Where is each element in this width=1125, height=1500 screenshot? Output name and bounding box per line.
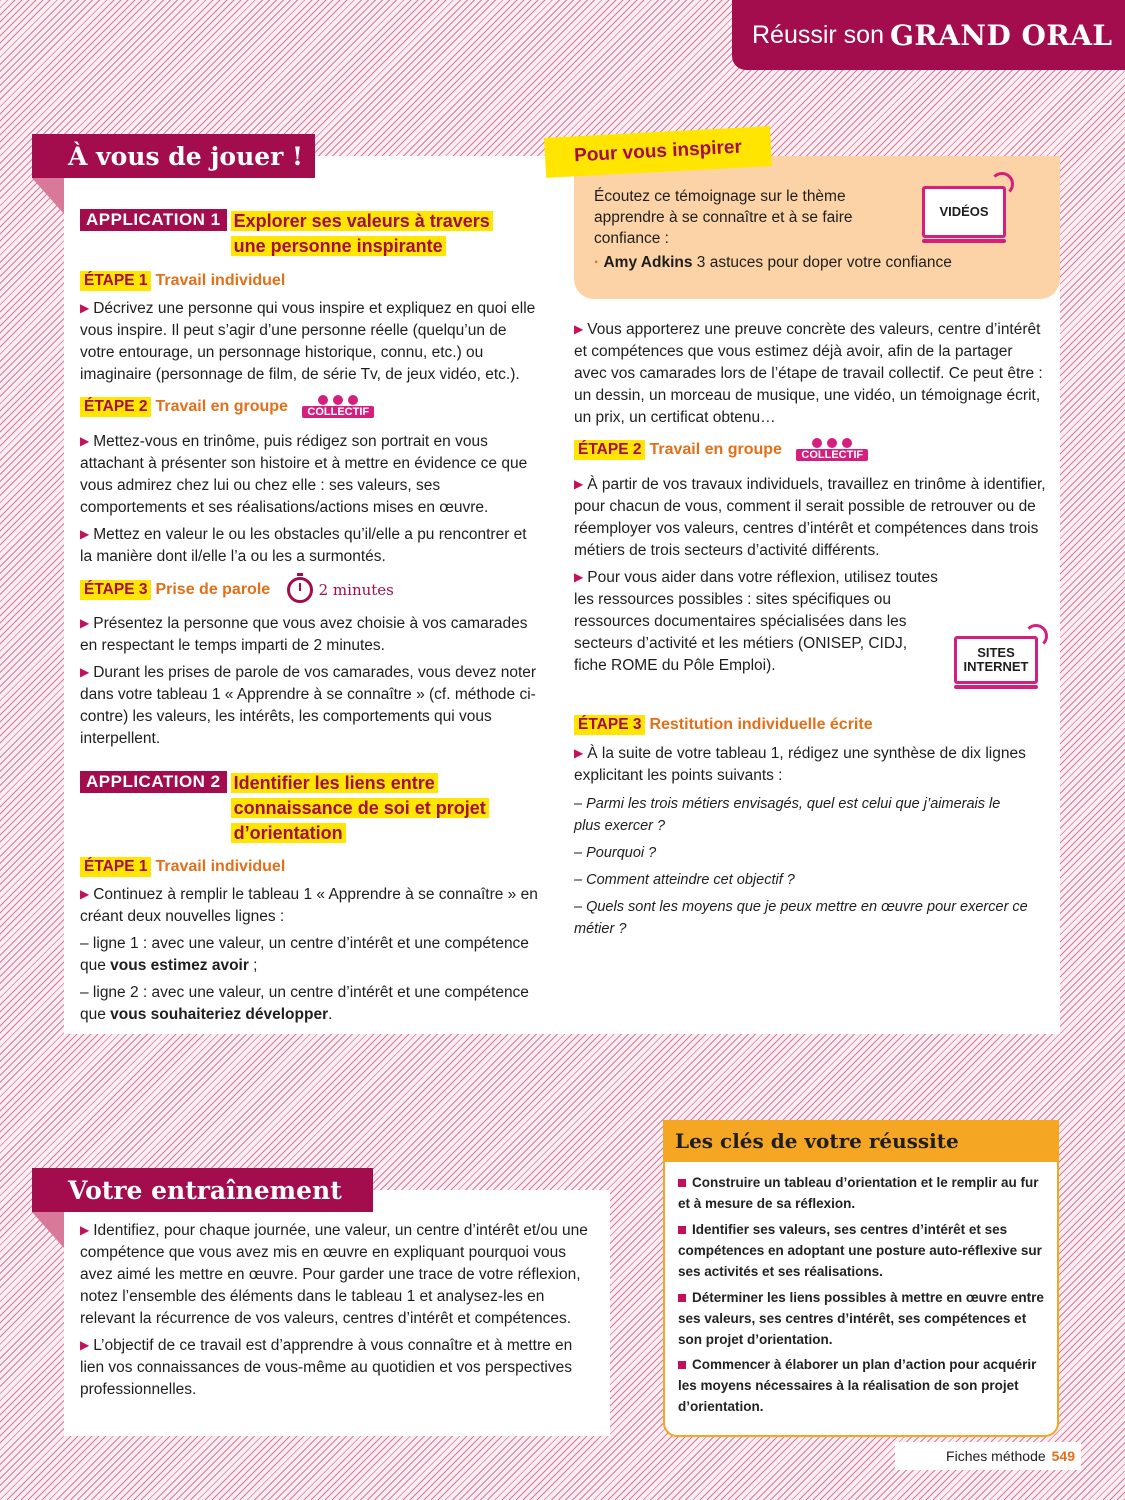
app1-etape2-heading — [80, 395, 374, 418]
app1-etape1-text: ▶ Décrivez une personne qui vous inspire et expliquez en quoi elle vous inspire. Il peut s’agir d’une personne réelle (quelqu’un de votre entourage, un personnage historique, connu, etc.) ou imaginaire (personnage de film, de série Tv, de jeux vidéo, etc.). — [80, 298, 542, 386]
timer-icon — [287, 577, 394, 603]
inspire-item[interactable]: · Amy Adkins 3 astuces pour doper votre confiance — [594, 254, 952, 271]
section-title-training: Votre entraînement — [32, 1168, 373, 1212]
bullet-arrow-icon: ▶ — [574, 570, 584, 584]
header-title: GRAND ORAL — [890, 18, 1113, 52]
square-bullet-icon — [678, 1179, 686, 1187]
square-bullet-icon — [678, 1294, 686, 1302]
etape-label: ÉTAPE 2 — [574, 440, 645, 460]
page-footer — [895, 1442, 1081, 1470]
app2-etape1-text: ▶ Continuez à remplir le tableau 1 « Apprendre à se connaître » en créant deux nouvelles lignes : – ligne 1 : avec une valeur, un centre d’intérêt et une compétence que vous estimez avoir ; – ligne 2 : avec une valeur, un centre d’intérêt et une compétence que vous souhaiteriez développer. — [80, 884, 542, 1026]
key-item: Déterminer les liens possibles à mettre en œuvre entre ses valeurs, ses centres d’intérêt, ses compétences et son projet d’orientation. — [678, 1290, 1044, 1347]
right-etape3-heading — [574, 715, 873, 735]
key-item: Commencer à élaborer un plan d’action pour acquérir les moyens nécessaires à la réalisation de son projet d’orientation. — [678, 1357, 1037, 1414]
etape-title: Travail individuel — [155, 272, 286, 289]
keys-title: Les clés de votre réussite — [663, 1120, 1059, 1162]
etape-label: ÉTAPE 3 — [574, 715, 645, 735]
key-item: Identifier ses valeurs, ses centres d’intérêt et ses compétences en adoptant une posture auto-réflexive sur ses activités et ses réalisations. — [678, 1222, 1042, 1279]
bullet-arrow-icon: ▶ — [80, 1223, 90, 1237]
training-text: ▶ Identifiez, pour chaque journée, une valeur, un centre d’intérêt et/ou une compétence que vous avez mis en œuvre en expliquant pourquoi vous avez aimé les mettre en œuvre. Pour garder une trace de votre réflexion, notez l’ensemble des éléments dans le tableau 1 et analysez-les en relevant la récurrence de vos valeurs, centres d’intérêt et compétences. ▶ L’objectif de ce travail est d’apprendre à vous connaître et à mettre en lien vos connaissances de vous-même au quotidien et vos perspectives professionnelles. — [80, 1220, 600, 1401]
etape-label: ÉTAPE 2 — [80, 397, 151, 417]
app1-title-line2: une personne inspirante — [231, 236, 446, 256]
etape-title: Prise de parole — [155, 581, 271, 599]
app2-title-line1: Identifier les liens entre — [231, 773, 438, 793]
question-2: – Pourquoi ? — [574, 845, 657, 861]
right-intro-text: ▶ Vous apporterez une preuve concrète des valeurs, centre d’intérêt et compétences que vous estimez déjà avoir, afin de la partager avec vos camarades lors de l’étape de travail collectif. Ce peut être : un dessin, un morceau de musique, une vidéo, un témoignage écrit, un prix, un certificat obtenu… — [574, 319, 1046, 429]
title-fold — [32, 178, 64, 214]
bullet-arrow-icon: ▶ — [80, 1338, 90, 1352]
square-bullet-icon — [678, 1226, 686, 1234]
inspire-item-speaker: Amy Adkins — [603, 254, 693, 271]
etape-title: Restitution individuelle écrite — [649, 716, 873, 733]
etape-title: Travail en groupe — [155, 397, 288, 415]
app1-title-line1: Explorer ses valeurs à travers — [231, 211, 493, 231]
inspire-item-title: 3 astuces pour doper votre confiance — [692, 254, 952, 271]
etape-label: ÉTAPE 1 — [80, 271, 151, 291]
app2-title-line3: d’orientation — [231, 823, 346, 843]
question-4: – Quels sont les moyens que je peux mettre en œuvre pour exercer ce métier ? — [574, 899, 1028, 937]
signal-icon — [990, 172, 1014, 196]
internet-screen-icon[interactable] — [954, 636, 1038, 689]
header-banner — [732, 0, 1125, 70]
question-3: – Comment atteindre cet objectif ? — [574, 872, 795, 888]
bullet-arrow-icon: ▶ — [80, 665, 90, 679]
etape-label: ÉTAPE 3 — [80, 580, 151, 600]
bullet-arrow-icon: ▶ — [80, 527, 90, 541]
header-prefix: Réussir son — [752, 20, 884, 49]
internet-label-1: SITES — [977, 645, 1015, 660]
app1-etape2-text: ▶ Mettez-vous en trinôme, puis rédigez son portrait en vous attachant à présenter son histoire et à mettre en évidence ce que vous admirez chez lui ou chez elle : ses valeurs, ses comportements et ses réalisations/actions mises en œuvre. ▶ Mettez en valeur le ou les obstacles qu’il/elle a pu rencontrer et la manière dont il/elle l’a ou les a surmontés. — [80, 431, 542, 568]
training-fold — [32, 1212, 64, 1248]
app1-etape3-heading — [80, 577, 394, 603]
right-etape2-text: ▶ À partir de vos travaux individuels, travaillez en trinôme à identifier, pour chacun de vous, comment il serait possible de retrouver ou de réemployer vos valeurs, centres d’intérêt et compétences dans trois métiers de trois secteurs d’activité différents. ▶ Pour vous aider dans votre réflexion, utilisez toutes les ressources possibles : sites spécifiques ou ressources documentaires spécialisées dans les secteurs d’activité et les métiers (ONISEP, CIDJ, fiche ROME du Pôle Emploi). — [574, 474, 1046, 677]
bullet-arrow-icon: ▶ — [574, 746, 584, 760]
right-etape2-heading — [574, 438, 868, 461]
app1-header — [80, 209, 540, 259]
section-title-vous-de-jouer: À vous de jouer ! — [32, 134, 315, 178]
bullet-arrow-icon: ▶ — [80, 301, 90, 315]
footer-label: Fiches méthode — [946, 1448, 1046, 1464]
app2-title-line2: connaissance de soi et projet — [231, 798, 489, 818]
inspire-tag: Pour vous inspirer — [544, 126, 772, 178]
question-1: – Parmi les trois métiers envisagés, quel est celui que j’aimerais le plus exercer ? — [574, 796, 1001, 834]
timer-label: 2 minutes — [318, 581, 394, 599]
etape-title: Travail en groupe — [649, 440, 782, 458]
video-label: VIDÉOS — [922, 186, 1006, 238]
bullet-arrow-icon: ▶ — [80, 616, 90, 630]
right-etape3-text: ▶ À la suite de votre tableau 1, rédigez une synthèse de dix lignes explicitant les points suivants : – Parmi les trois métiers envisagés, quel est celui que j’aimerais le plus exercer ? – Pourquoi ? – Comment atteindre cet objectif ? – Quels sont les moyens que je peux mettre en œuvre pour exercer ce métier ? — [574, 743, 1046, 940]
app2-header — [80, 771, 540, 846]
key-item: Construire un tableau d’orientation et le remplir au fur et à mesure de sa réflexion. — [678, 1175, 1039, 1211]
page-number: 549 — [1051, 1448, 1075, 1464]
inspire-text: Écoutez ce témoignage sur le thème apprendre à se connaître et à se faire confiance : — [594, 188, 853, 247]
bullet-arrow-icon: ▶ — [80, 434, 90, 448]
app1-etape3-text: ▶ Présentez la personne que vous avez choisie à vos camarades en respectant le temps imparti de 2 minutes. ▶ Durant les prises de parole de vos camarades, vous devez noter dans votre tableau 1 « Apprendre à se connaître » (cf. méthode ci-contre) les valeurs, les intérêts, les comportements qui vous interpellent. — [80, 613, 542, 750]
signal-icon — [1024, 624, 1048, 648]
collectif-group-icon: COLLECTIF — [796, 438, 868, 461]
etape-title: Travail individuel — [155, 858, 286, 875]
app1-etape1-heading — [80, 271, 285, 291]
app1-label: APPLICATION 1 — [80, 209, 227, 231]
bullet-arrow-icon: ▶ — [574, 477, 584, 491]
bullet-arrow-icon: ▶ — [574, 322, 584, 336]
video-screen-icon[interactable] — [922, 186, 1006, 243]
bullet-arrow-icon: ▶ — [80, 887, 90, 901]
app2-label: APPLICATION 2 — [80, 771, 227, 793]
internet-label-2: INTERNET — [963, 659, 1029, 674]
square-bullet-icon — [678, 1361, 686, 1369]
app2-etape1-heading — [80, 857, 285, 877]
etape-label: ÉTAPE 1 — [80, 857, 151, 877]
collectif-group-icon: COLLECTIF — [302, 395, 374, 418]
